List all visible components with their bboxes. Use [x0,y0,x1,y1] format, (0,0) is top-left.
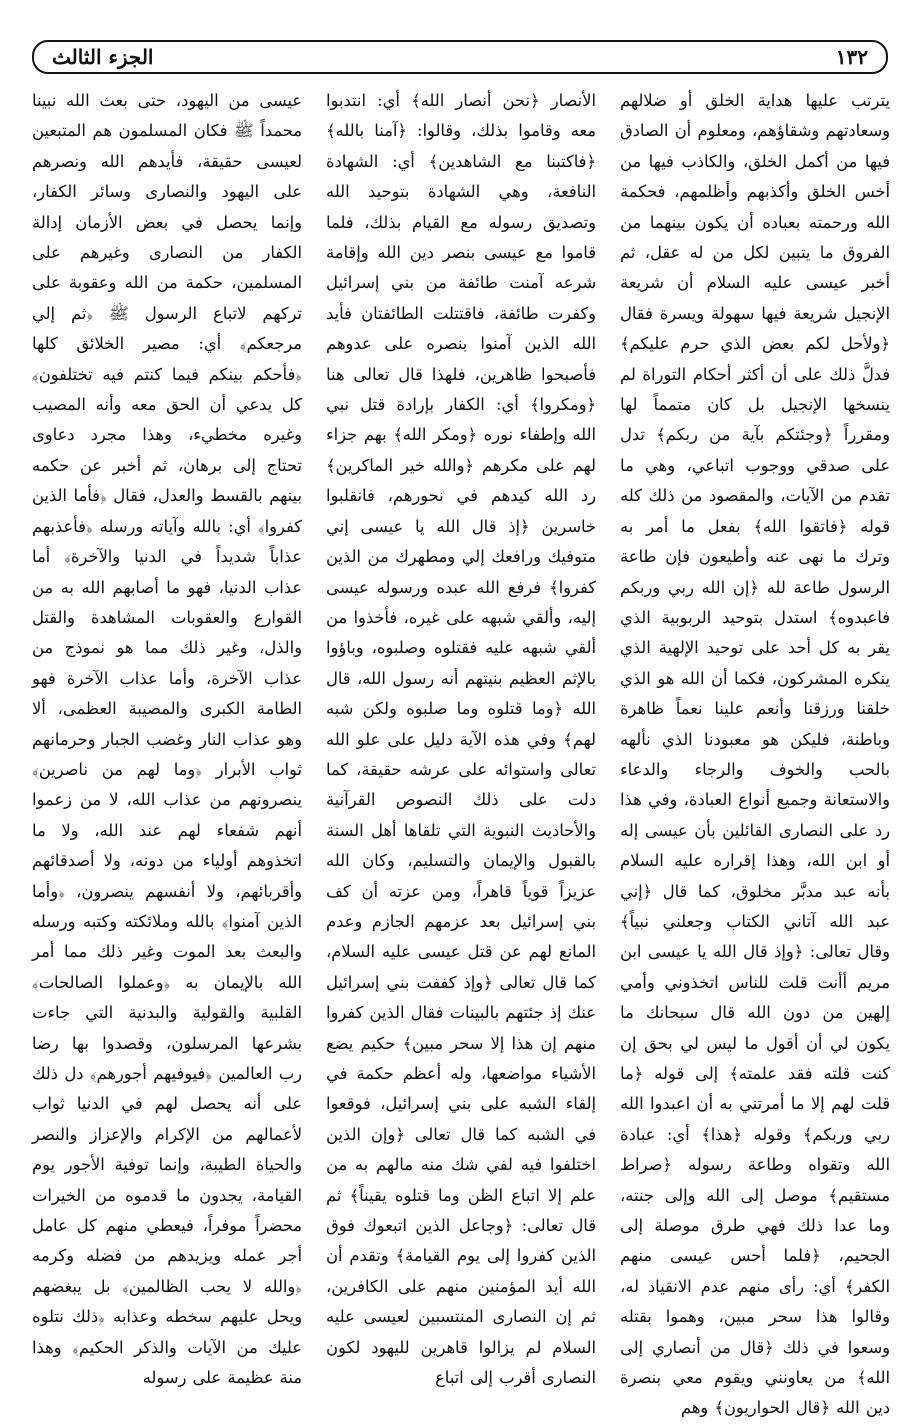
column-text: عيسى من اليهود، حتى بعث الله نبينا محمداً ﷺ فكان المسلمون هم المتبعين لعيسى حقيقة، فأيدهم الله ونصرهم على اليهود والنصارى وسائر الكفار، وإنما يحصل في بعض الأزمان إدالة الكفار من النصارى وغيرهم على المسلمين، حكمة من الله وعقوبة على تركهم لاتباع الرسول ﷺ ﴿ثم إلي مرجعكم﴾ أي: مصير الخلائق كلها ﴿فأحكم بينكم فيما كنتم فيه تختلفون﴾ كل يدعي أن الحق معه وأنه المصيب وغيره مخطيء، وهذا مجرد دعاوى تحتاج إلى برهان، ثم أخبر عن حكمه بينهم بالقسط والعدل، فقال ﴿فأما الذين كفروا﴾ أي: بالله وآياته ورسله ﴿فأعذبهم عذاباً شديداً في الدنيا والآخرة﴾ أما عذاب الدنيا، فهو ما أصابهم الله به من القوارع والعقوبات المشاهدة والقتل والذل، وغير ذلك مما هو نموذج من عذاب الآخرة، وأما عذاب الآخرة فهو الطامة الكبرى والمصيبة العظمى، ألا وهو عذاب النار وغضب الجبار وحرمانهم ثواب الأبرار ﴿وما لهم من ناصرين﴾ ينصرونهم من عذاب الله، لا من زعموا أنهم شفعاء لهم عند الله، ولا ما اتخذوهم أولياء من دونه، ولا أصدقائهم وأقربائهم، ولا أنفسهم ينصرون، ﴿وأما الذين آمنوا﴾ بالله وملائكته وكتبه ورسله والبعث بعد الموت وغير ذلك مما أمر الله بالإيمان به ﴿وعملوا الصالحات﴾ القلبية والقولية والبدنية التي جاءت بشرعها المرسلون، وقصدوا بها رضا رب العالمين ﴿فيوفيهم أجورهم﴾ دل ذلك على أنه يحصل لهم في الدنيا ثواب لأعمالهم من الإكرام والإعزاز والنصر والحياة الطيبة، وإنما توفية الأجور يوم القيامة، يجدون ما قدموه من الخيرات محضراً موفراً، فيعطي منهم كل عامل أجر عمله ويزيدهم من فضله وكرمه ﴿والله لا يحب الظالمين﴾ بل يبغضهم ويحل عليهم سخطه وعذابه ﴿ذلك نتلوه عليك من الآيات والذكر الحكيم﴾ وهذا منة عظيمة على رسوله [32,91,302,1388]
page-number: ١٣٢ [835,45,868,69]
text-column-left [32,86,302,1388]
text-column-middle [325,86,596,1388]
page-header [32,40,888,74]
text-columns [32,86,890,1418]
text-column-right [620,86,890,1418]
column-text: يترتب عليها هداية الخلق أو ضلالهم وسعادتهم وشقاؤهم، ومعلوم أن الصادق فيها من أكمل الخلق، والكاذب فيها من أخس الخلق وأكذبهم وأظلمهم، فحكمة الله ورحمته بعباده أن يكون بينهما من الفروق ما يتبين لكل من له عقل، ثم أخبر عيسى عليه السلام أن شريعة الإنجيل شريعة فيها سهولة ويسرة فقال ﴿ولأحل لكم بعض الذي حرم عليكم﴾ فدلَّ ذلك على أن أكثر أحكام التوراة لم ينسخها الإنجيل بل كان متمماً لها ومقرراً ﴿وجئتكم بآية من ربكم﴾ تدل على صدقي ووجوب اتباعي، وهي ما تقدم من الآيات، والمقصود من ذلك كله قوله ﴿فاتقوا الله﴾ بفعل ما أمر به وترك ما نهى عنه وأطيعون فإن طاعة الرسول طاعة لله ﴿إن الله ربي وربكم فاعبدوه﴾ استدل بتوحيد الربوبية الذي يقر به كل أحد على توحيد الإلهية الذي ينكره المشركون، فكما أن الله هو الذي خلقنا ورزقنا وأنعم علينا نعماً ظاهرة وباطنة، فليكن هو معبودنا الذي نألهه بالحب والخوف والرجاء والدعاء والاستعانة وجميع أنواع العبادة، وفي هذا رد على النصارى القائلين بأن عيسى إله أو ابن الله، وهذا إقراره عليه السلام بأنه عبد مدبَّر مخلوق، كما قال ﴿إني عبد الله آتاني الكتاب وجعلني نبياً﴾ وقال تعالى: ﴿وإذ قال الله يا عيسى ابن مريم أأنت قلت للناس اتخذوني وأمي إلهين من دون الله قال سبحانك ما يكون لي أن أقول ما ليس لي بحق إن كنت قلته فقد علمته﴾ إلى قوله ﴿ما قلت لهم إلا ما أمرتني به أن اعبدوا الله ربي وربكم﴾ وقوله ﴿هذا﴾ أي: عبادة الله وتقواه وطاعة رسوله ﴿صراط مستقيم﴾ موصل إلى الله وإلى جنته، وما عدا ذلك فهي طرق موصلة إلى الجحيم، ﴿فلما أحس عيسى منهم الكفر﴾ أي: رأى منهم عدم الانقياد له، وقالوا هذا سحر مبين، وهموا بقتله وسعوا في ذلك ﴿قال من أنصاري إلى الله﴾ من يعاونني ويقوم معي بنصرة دين الله ﴿قال الحواريون﴾ وهم [620,91,890,1418]
part-label: الجزء الثالث [52,45,154,69]
column-text: الأنصار ﴿نحن أنصار الله﴾ أي: انتدبوا معه وقاموا بذلك، وقالوا: ﴿آمنا بالله﴾ ﴿فاكتبنا مع الشاهدين﴾ أي: الشهادة النافعة، وهي الشهادة بتوحيد الله وتصديق رسوله مع القيام بذلك، فلما قاموا مع عيسى بنصر دين الله وإقامة شرعه آمنت طائفة من بني إسرائيل وكفرت طائفة، فاقتتلت الطائفتان فأيد الله الذين آمنوا بنصره على عدوهم فأصبحوا ظاهرين، فلهذا قال تعالى هنا ﴿ومكروا﴾ أي: الكفار بإرادة قتل نبي الله وإطفاء نوره ﴿ومكر الله﴾ بهم جزاء لهم على مكرهم ﴿والله خير الماكرين﴾ رد الله كيدهم في نحورهم، فانقلبوا خاسرين ﴿إذ قال الله يا عيسى إني متوفيك ورافعك إلي ومطهرك من الذين كفروا﴾ فرفع الله عبده ورسوله عيسى إليه، وألقي شبهه على غيره، فأخذوا من ألقي شبهه عليه فقتلوه وصلبوه، وباؤوا بالإثم العظيم بنيتهم أنه رسول الله، قال الله ﴿وما قتلوه وما صلبوه ولكن شبه لهم﴾ وفي هذه الآية دليل على علو الله تعالى واستوائه على عرشه حقيقة، كما دلت على ذلك النصوص القرآنية والأحاديث النبوية التي تلقاها أهل السنة بالقبول والإيمان والتسليم، وكان الله عزيزاً قوياً قاهراً، ومن عزته أن كف بني إسرائيل بعد عزمهم الجازم وعدم المانع لهم عن قتل عيسى عليه السلام، كما قال تعالى ﴿وإذ كففت بني إسرائيل عنك إذ جئتهم بالبينات فقال الذين كفروا منهم إن هذا إلا سحر مبين﴾ حكيم يضع الأشياء مواضعها، وله أعظم حكمة في إلقاء الشبه على بني إسرائيل، فوقعوا في الشبه كما قال تعالى ﴿وإن الذين اختلفوا فيه لفي شك منه مالهم به من علم إلا اتباع الظن وما قتلوه يقيناً﴾ ثم قال تعالى: ﴿وجاعل الذين اتبعوك فوق الذين كفروا إلى يوم القيامة﴾ وتقدم أن الله أيد المؤمنين منهم على الكافرين، ثم إن النصارى المنتسبين لعيسى عليه السلام لم يزالوا قاهرين لليهود لكون النصارى أقرب إلى اتباع [325,91,596,1388]
